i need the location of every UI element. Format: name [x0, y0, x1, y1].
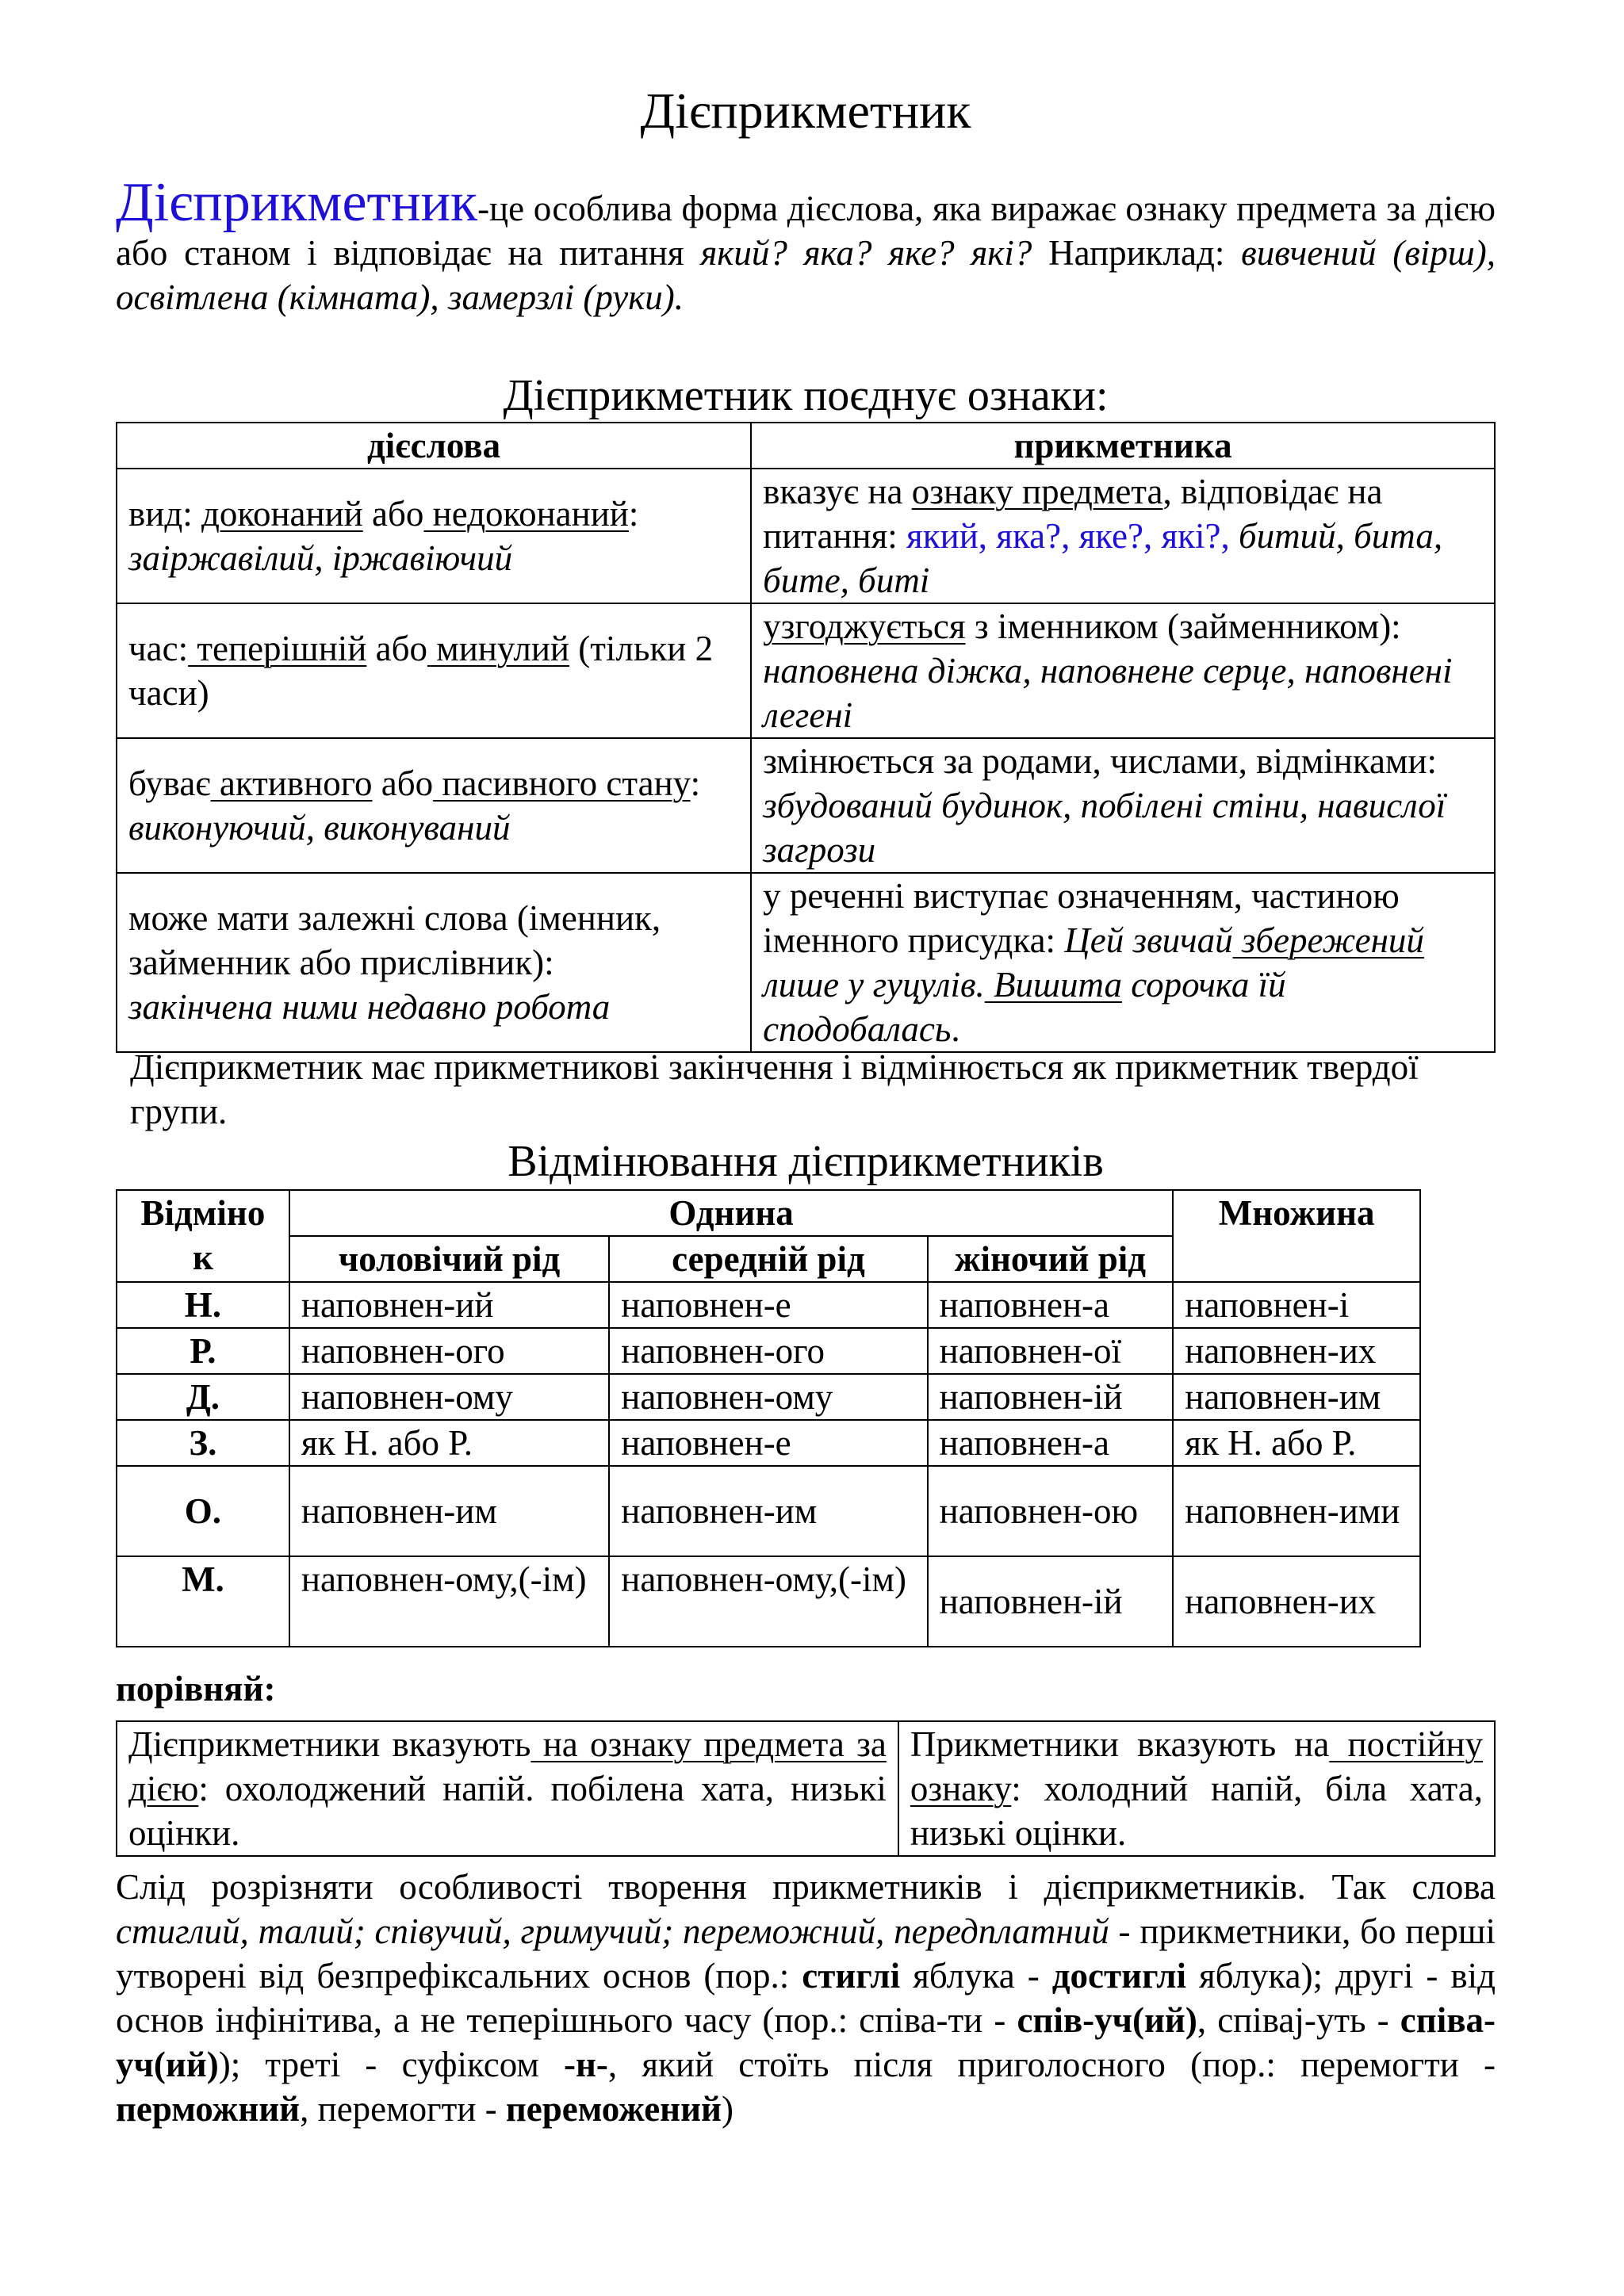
feature-adj-inflection: змінюється за родами, числами, відмінками: збудований будинок, побілені стіни, навислої загрози [751, 738, 1495, 873]
declension-row: Р. наповнен-ого наповнен-ого наповнен-ої наповнен-их [117, 1328, 1420, 1374]
endings-note: Дієприкметник має прикметникові закінчення і відмінюється як прикметник твердої групи. [130, 1047, 1419, 1131]
features-table [116, 422, 1496, 1053]
declension-table [116, 1189, 1421, 1647]
feature-verb-dependents: може мати залежні слова (іменник, займенник або прислівник): закінчена ними недавно робота [117, 873, 751, 1052]
features-heading: Дієприкметник поєднує ознаки: [503, 371, 1109, 420]
declension-case-header: Відміно к [117, 1190, 289, 1282]
compare-label: порівняй: [116, 1669, 276, 1709]
definition-paragraph: Дієприкметник-це особлива форма дієслова, яка виражає ознаку предмета за дією або станом і відповідає на питання який? яка? яке? які? Наприклад: вивчений (вірш), освітлена (кімната), замерзлі (руки). [116, 172, 1496, 317]
declension-singular-header: Однина [289, 1190, 1173, 1236]
feature-verb-tense: час: теперішній або минулий (тільки 2 часи) [117, 603, 751, 738]
compare-adjectives: Прикметники вказують на постійну ознаку: холодний напій, біла хата, низькі оцінки. [898, 1721, 1495, 1856]
feature-adj-attribute: вказує на ознаку предмета, відповідає на питання: який, яка?, яке?, які?, битий, бита, бите, биті [751, 469, 1495, 603]
feature-verb-voice: буває активного або пасивного стану: виконуючий, виконуваний [117, 738, 751, 873]
declension-row: Д. наповнен-ому наповнен-ому наповнен-ій наповнен-им [117, 1374, 1420, 1420]
compare-participles: Дієприкметники вказують на ознаку предмета за дією: охолоджений напій. побілена хата, низькі оцінки. [117, 1721, 898, 1856]
features-col-verb: дієслова [117, 423, 751, 469]
declension-masc-header: чоловічий рід [289, 1236, 609, 1282]
page-title: Дієприкметник [640, 82, 971, 139]
compare-table [116, 1720, 1496, 1857]
feature-adj-agreement: узгоджується з іменником (займенником): наповнена діжка, наповнене серце, наповнені легені [751, 603, 1495, 738]
declension-neut-header: середній рід [609, 1236, 927, 1282]
declension-row: Н. наповнен-ий наповнен-е наповнен-а наповнен-і [117, 1282, 1420, 1328]
declension-row: О. наповнен-им наповнен-им наповнен-ою наповнен-ими [117, 1466, 1420, 1556]
feature-verb-aspect: вид: доконаний або недоконаний: заіржавілий, іржавіючий [117, 469, 751, 603]
declension-plural-header: Множина [1173, 1190, 1420, 1282]
feature-adj-syntax: у реченні виступає означенням, частиною іменного присудка: Цей звичай збережений лише у гуцулів. Вишита сорочка їй сподобалась. [751, 873, 1495, 1052]
features-col-adj: прикметника [751, 423, 1495, 469]
declension-fem-header: жіночий рід [928, 1236, 1174, 1282]
formation-paragraph: Слід розрізняти особливості творення прикметників і дієприкметників. Так слова стиглий, талий; співучий, гримучий; переможний, передплатний - прикметники, бо перші утворені від безпрефіксальних основ (пор.: стиглі яблука - достиглі яблука); другі - від основ інфінітива, а не теперішнього часу (пор.: співа-ти - спів-уч(ий), співај-уть - співа-уч(ий)); треті - суфіксом -н-, який стоїть після приголосного (пор.: перемогти - перможний, перемогти - переможений) [116, 1867, 1496, 2129]
declension-heading: Відмінювання дієприкметників [508, 1137, 1104, 1186]
declension-row: З. як Н. або Р. наповнен-е наповнен-а як Н. або Р. [117, 1420, 1420, 1466]
definition-term: Дієприкметник [116, 172, 478, 233]
declension-row: М. наповнен-ому,(-ім) наповнен-ому,(-ім) наповнен-ій наповнен-их [117, 1556, 1420, 1647]
